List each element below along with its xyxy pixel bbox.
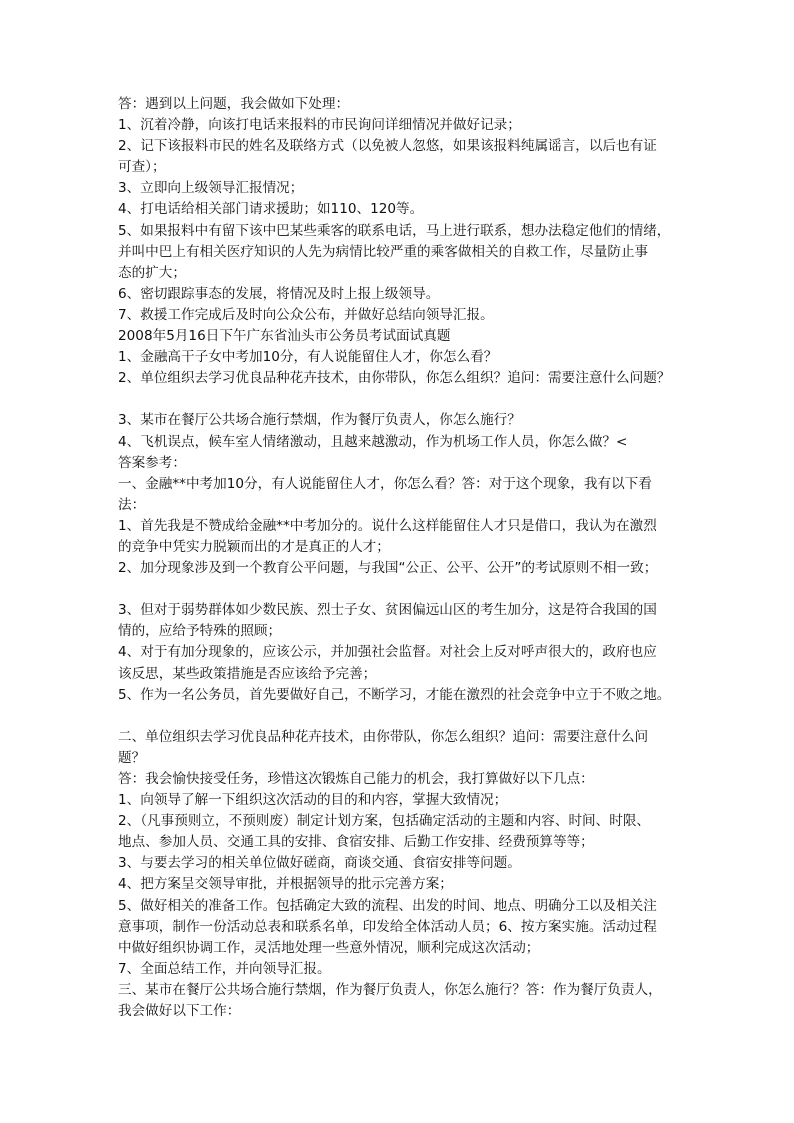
text-line: 2、单位组织去学习优良品种花卉技术，由你带队，你怎么组织？追问：需要注意什么问题？ (118, 370, 671, 387)
text-line: 意事项，制作一份活动总表和联系名单，印发给全体活动人员；6、按方案实施。活动过程 (118, 918, 657, 935)
text-line: 2、加分现象涉及到一个教育公平问题，与我国“公正、公平、公开”的考试原则不相一致； (118, 560, 658, 577)
text-line: 的竞争中凭实力脱颖而出的才是真正的人才； (118, 538, 390, 555)
blank-line (118, 706, 698, 727)
text-line: 3、某市在餐厅公共场合施行禁烟，作为餐厅负责人，你怎么施行？ (118, 412, 521, 429)
text-line: 我会做好以下工作： (118, 1003, 241, 1020)
text-line: 题？ (118, 749, 146, 766)
text-line: 5、如果报料中有留下该中巴某些乘客的联系电话，马上进行联系，想办法稳定他们的情绪， (118, 222, 671, 239)
text-line: 2008年5月16日下午广东省汕头市公务员考试面试真题 (118, 328, 451, 345)
text-line: 答：我会愉快接受任务，珍惜这次锻炼自己能力的机会，我打算做好以下几点： (118, 771, 594, 787)
text-line: 1、沉着冷静，向该打电话来报料的市民询问详细情况并做好记录； (118, 117, 521, 134)
text-line: 4、把方案呈交领导审批，并根据领导的批示完善方案； (118, 876, 453, 893)
text-line: 答：遇到以上问题，我会做如下处理： (118, 96, 350, 112)
text-line: 二、单位组织去学习优良品种花卉技术，由你带队，你怎么组织？追问：需要注意什么问 (118, 728, 649, 745)
text-line: 中做好组织协调工作，灵活地处理一些意外情况，顺利完成这次活动； (118, 939, 540, 956)
text-line: 4、打电话给相关部门请求援助；如110、120等。 (118, 201, 424, 218)
text-line: 地点、参加人员、交通工具的安排、食宿安排、后勤工作安排、经费预算等等； (118, 834, 594, 851)
text-line: 法： (118, 496, 146, 513)
text-line: 6、密切跟踪事态的发展，将情况及时上报上级领导。 (118, 285, 440, 302)
text-line: 3、立即向上级领导汇报情况； (118, 180, 304, 197)
text-line: 1、金融高干子女中考加10分，有人说能留住人才，你怎么看？ (118, 349, 498, 366)
text-line: 该反思，某些政策措施是否应该给予完善； (118, 665, 377, 682)
text-line: 4、对于有加分现象的，应该公示，并加强社会监督。对社会上反对呼声很大的，政府也应 (118, 644, 657, 661)
text-line: 2、记下该报料市民的姓名及联络方式（以免被人忽悠，如果该报料纯属谣言，以后也有证 (118, 138, 657, 155)
text-line: 三、某市在餐厅公共场合施行禁烟，作为餐厅负责人，你怎么施行？答：作为餐厅负责人， (118, 981, 662, 998)
text-line: 1、首先我是不赞成给金融**中考加分的。说什么这样能留住人才只是借口，我认为在激烈 (118, 517, 657, 534)
text-line: 答案参考： (118, 454, 186, 471)
document-body (118, 94, 698, 1022)
text-line: 3、与要去学习的相关单位做好磋商，商谈交通、食宿安排等问题。 (118, 855, 521, 872)
text-line: 4、飞机误点，候车室人情绪激动，且越来越激动，作为机场工作人员，你怎么做？< (118, 433, 628, 450)
text-line: 5、作为一名公务员，首先要做好自己，不断学习，才能在激烈的社会竞争中立于不败之地。 (118, 686, 671, 703)
text-line: 5、做好相关的准备工作。包括确定大致的流程、出发的时间、地点、明确分工以及相关注 (118, 897, 657, 914)
text-line: 3、但对于弱势群体如少数民族、烈士子女、贫困偏远山区的考生加分，这是符合我国的国 (118, 602, 657, 619)
text-line: 7、救援工作完成后及时向公众公布，并做好总结向领导汇报。 (118, 306, 494, 323)
text-line: 情的，应给予特殊的照顾； (118, 623, 282, 640)
blank-line (118, 579, 698, 600)
text-line: 7、全面总结工作，并向领导汇报。 (118, 960, 331, 977)
text-line: 2、（凡事预则立，不预则废）制定计划方案，包括确定活动的主题和内容、时间、时限、 (118, 813, 651, 830)
text-line: 态的扩大； (118, 264, 186, 281)
text-line: 1、向领导了解一下组织这次活动的目的和内容，掌握大致情况； (118, 792, 508, 809)
text-line: 并叫中巴上有相关医疗知识的人先为病情比较严重的乘客做相关的自救工作，尽量防止事 (118, 243, 649, 260)
text-line: 可查）； (118, 159, 166, 176)
text-line: 一、金融**中考加10分，有人说能留住人才，你怎么看？答：对于这个现象，我有以下看 (118, 475, 652, 492)
blank-line (118, 389, 698, 410)
